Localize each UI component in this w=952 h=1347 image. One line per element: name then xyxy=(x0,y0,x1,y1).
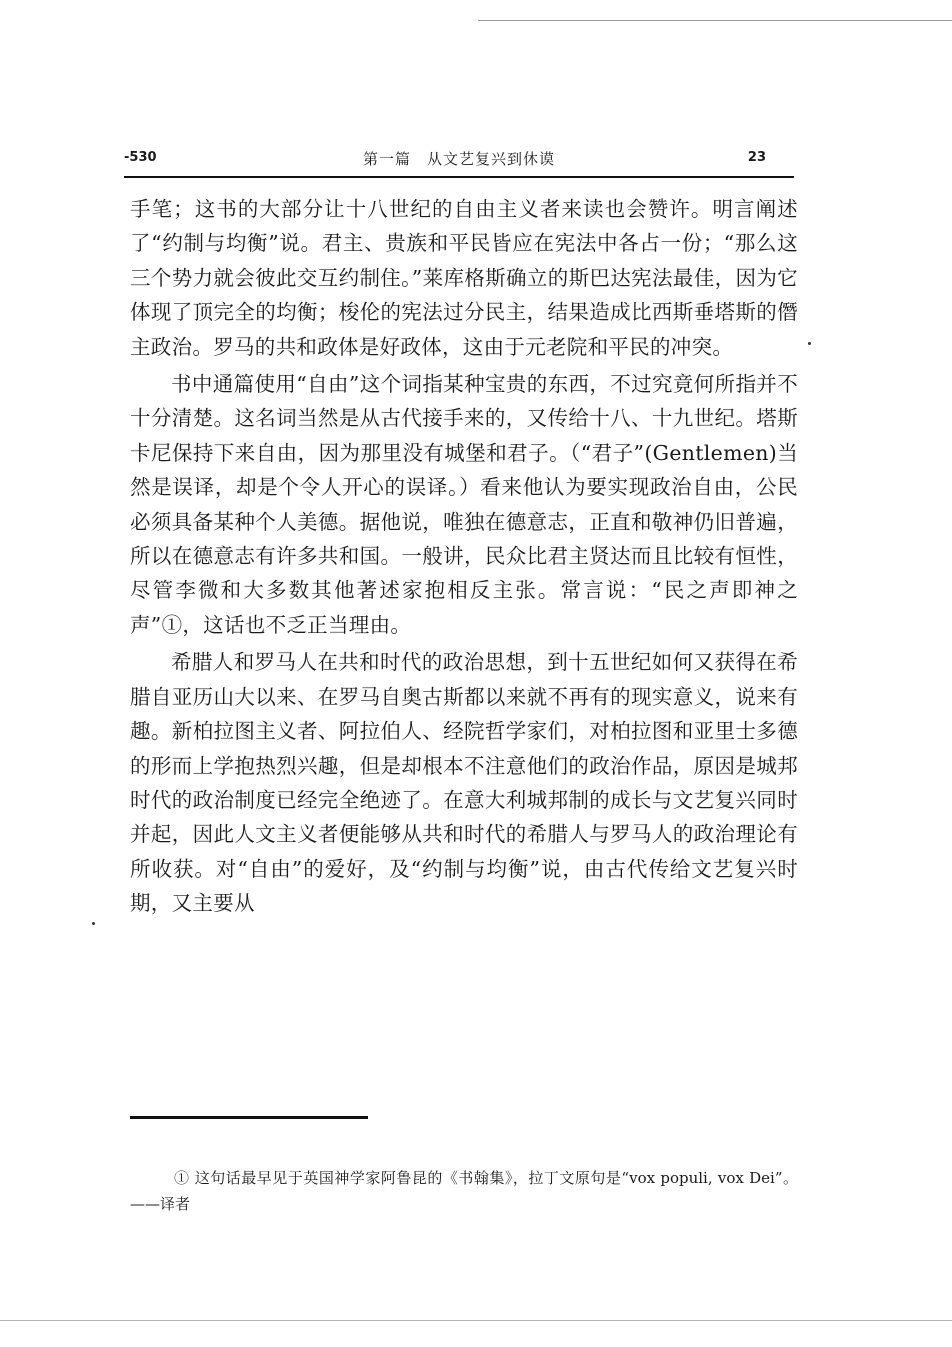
running-header xyxy=(124,148,794,172)
scan-speck xyxy=(92,922,95,925)
body-text xyxy=(130,192,798,921)
scan-edge-line-bottom xyxy=(0,1320,952,1321)
header-left-mark: -530 xyxy=(124,150,157,165)
footnote-rule xyxy=(130,1116,368,1119)
scan-edge-line-top xyxy=(478,20,952,21)
footnote: ① 这句话最早见于英国神学家阿鲁昆的《书翰集》，拉丁文原句是“vox populi, vox Dei”。——译者 xyxy=(130,1169,798,1213)
chapter-title: 第一篇 从文艺复兴到休谟 xyxy=(362,150,555,168)
header-rule xyxy=(124,176,794,178)
page-number: 23 xyxy=(747,150,766,165)
paragraph-3: 希腊人和罗马人在共和时代的政治思想，到十五世纪如何又获得在希腊自亚历山大以来、在罗马自奥古斯都以来就不再有的现实意义，说来有趣。新柏拉图主义者、阿拉伯人、经院哲学家们，对柏拉图和亚里士多德的形而上学抱热烈兴趣，但是却根本不注意他们的政治作品，原因是城邦时代的政治制度已经完全绝迹了。在意大利城邦制的成长与文艺复兴同时并起，因此人文主义者便能够从共和时代的希腊人与罗马人的政治理论有所收获。对“自由”的爱好，及“约制与均衡”说，由古代传给文艺复兴时期，又主要从 xyxy=(130,650,798,916)
paragraph-1: 手笔；这书的大部分让十八世纪的自由主义者来读也会赞许。明言阐述了“约制与均衡”说。君主、贵族和平民皆应在宪法中各占一份；“那么这三个势力就会彼此交互约制住。”莱库格斯确立的斯巴达宪法最佳，因为它体现了顶完全的均衡；梭伦的宪法过分民主，结果造成比西斯垂塔斯的僭主政治。罗马的共和政体是好政体，这由于元老院和平民的冲突。 xyxy=(130,197,798,359)
scan-speck xyxy=(808,342,811,345)
paragraph-2: 书中通篇使用“自由”这个词指某种宝贵的东西，不过究竟何所指并不十分清楚。这名词当然是从古代接手来的，又传给十八、十九世纪。塔斯卡尼保持下来自由，因为那里没有城堡和君子。（“君子”(Gentlemen)当然是误译，却是个令人开心的误译。）看来他认为要实现政治自由，公民必须具备某种个人美德。据他说，唯独在德意志，正直和敬神仍旧普遍，所以在德意志有许多共和国。一般讲，民众比君主贤达而且比较有恒性，尽管李微和大多数其他著述家抱相反主张。常言说：“民之声即神之声”①，这话也不乏正当理由。 xyxy=(130,372,798,637)
